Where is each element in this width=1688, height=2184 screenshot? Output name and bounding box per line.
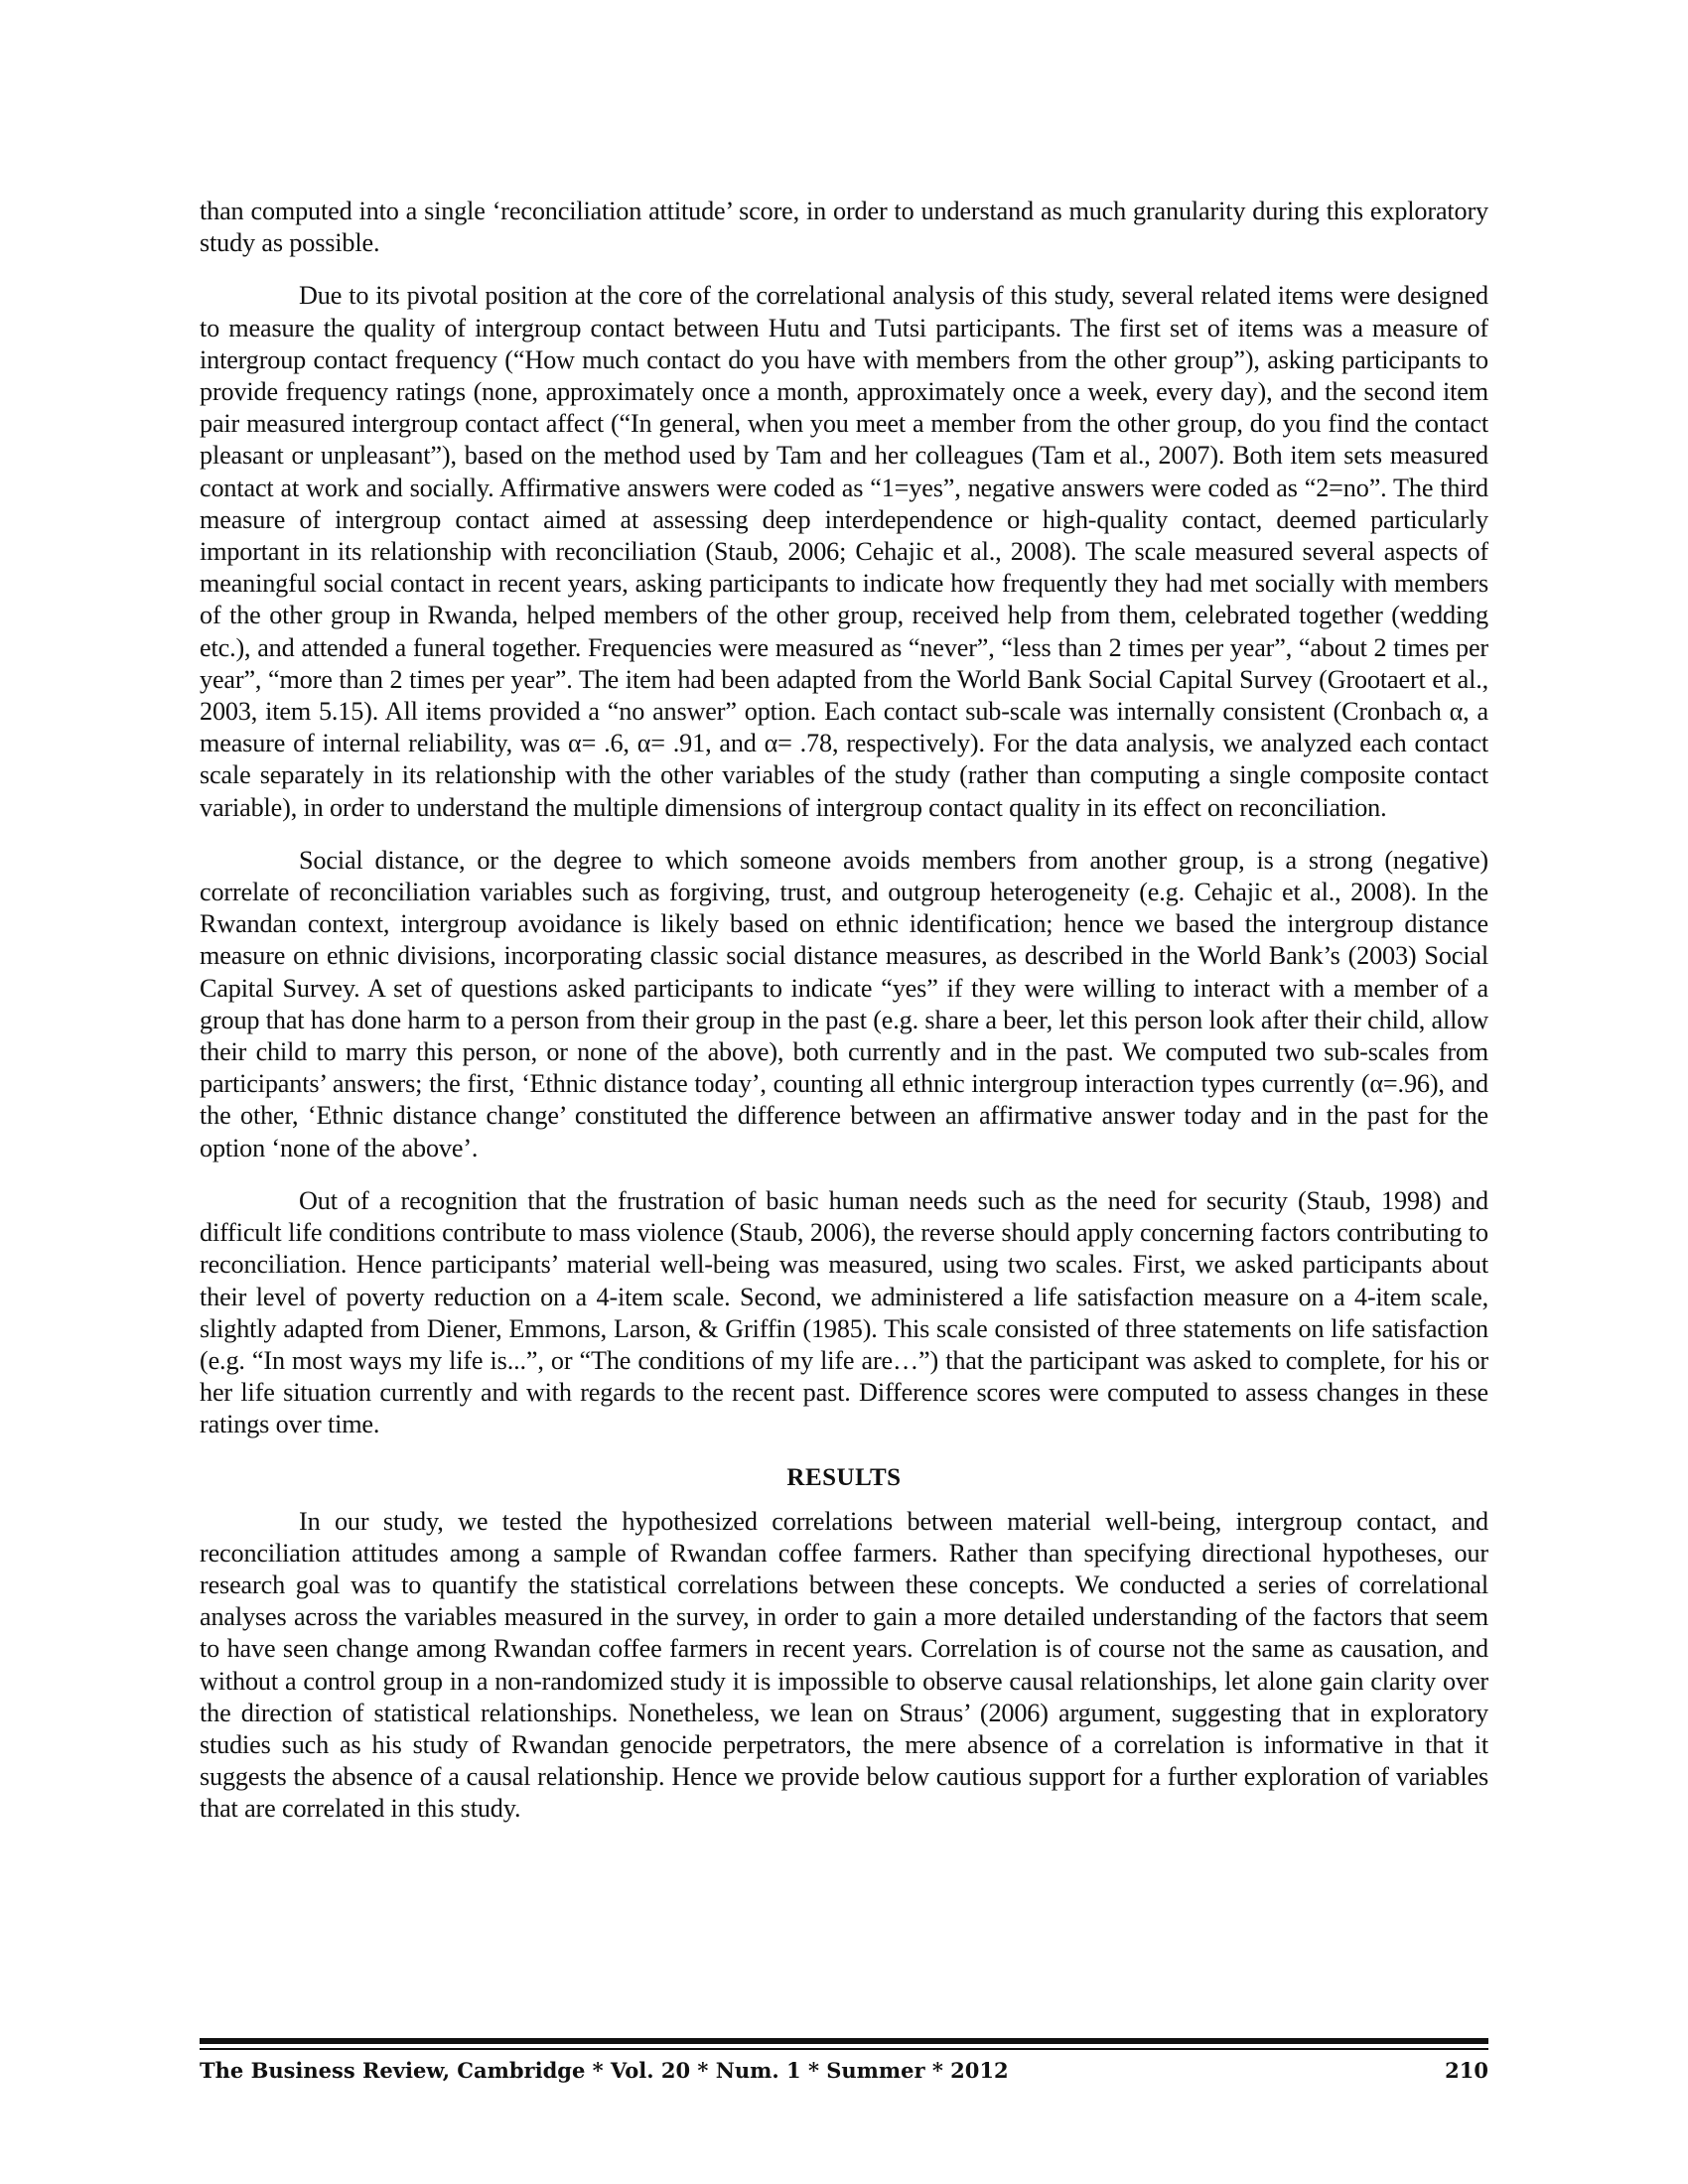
page-body [200, 196, 1488, 1846]
paragraph-material-wellbeing: Out of a recognition that the frustration of basic human needs such as the need for security (Staub, 1998) and difficult life conditions contribute to mass violence (Staub, 2006), the reverse should apply concerning factors contributing to reconciliation. Hence participants’ material well-being was measured, using two scales. First, we asked participants about their level of poverty reduction on a 4-item scale. Second, we administered a life satisfaction measure on a 4-item scale, slightly adapted from Diener, Emmons, Larson, & Griffin (1985). This scale consisted of three statements on life satisfaction (e.g. “In most ways my life is...”, or “The conditions of my life are…”) that the participant was asked to complete, for his or her life situation currently and with regards to the recent past. Difference scores were computed to assess changes in these ratings over time. [200, 1185, 1488, 1439]
section-heading-results: RESULTS [786, 1463, 902, 1491]
paragraph-intergroup-contact: Due to its pivotal position at the core of the correlational analysis of this study, several related items were designed to measure the quality of intergroup contact between Hutu and Tutsi participants. The first set of items was a measure of intergroup contact frequency (“How much contact do you have with members from the other group”), asking participants to provide frequency ratings (none, approximately once a month, approximately once a week, every day), and the second item pair measured intergroup contact affect (“In general, when you meet a member from the other group, do you find the contact pleasant or unpleasant”), based on the method used by Tam and her colleagues (Tam et al., 2007). Both item sets measured contact at work and socially. Affirmative answers were coded as “1=yes”, negative answers were coded as “2=no”. The third measure of intergroup contact aimed at assessing deep interdependence or high-quality contact, deemed particularly important in its relationship with reconciliation (Staub, 2006; Cehajic et al., 2008). The scale measured several aspects of meaningful social contact in recent years, asking participants to indicate how frequently they had met socially with members of the other group in Rwanda, helped members of the other group, received help from them, celebrated together (wedding etc.), and attended a funeral together. Frequencies were measured as “never”, “less than 2 times per year”, “about 2 times per year”, “more than 2 times per year”. The item had been adapted from the World Bank Social Capital Survey (Grootaert et al., 2003, item 5.15). All items provided a “no answer” option. Each contact sub-scale was internally consistent (Cronbach α, a measure of internal reliability, was α= .6, α= .91, and α= .78, respectively). For the data analysis, we analyzed each contact scale separately in its relationship with the other variables of the study (rather than computing a single composite contact variable), in order to understand the multiple dimensions of intergroup contact quality in its effect on reconciliation. [200, 281, 1488, 822]
footer-rule-thin [200, 2048, 1488, 2050]
paragraph-results: In our study, we tested the hypothesized correlations between material well-being, intergroup contact, and reconciliation attitudes among a sample of Rwandan coffee farmers. Rather than specifying directional hypotheses, our research goal was to quantify the statistical correlations between these concepts. We conducted a series of correlational analyses across the variables measured in the survey, in order to gain a more detailed understanding of the factors that seem to have seen change among Rwandan coffee farmers in recent years. Correlation is of course not the same as causation, and without a control group in a non-randomized study it is impossible to observe causal relationships, let alone gain clarity over the direction of statistical relationships. Nonetheless, we lean on Straus’ (2006) argument, suggesting that in exploratory studies such as his study of Rwandan genocide perpetrators, the mere absence of a correlation is informative in that it suggests the absence of a causal relationship. Hence we provide below cautious support for a further exploration of variables that are correlated in this study. [200, 1506, 1488, 1824]
page-footer [200, 2057, 1488, 2085]
paragraph-continuation: than computed into a single ‘reconciliation attitude’ score, in order to understand as much granularity during this exploratory study as possible. [200, 197, 1488, 258]
page-number: 210 [1445, 2058, 1488, 2083]
paragraph-social-distance: Social distance, or the degree to which someone avoids members from another group, is a strong (negative) correlate of reconciliation variables such as forgiving, trust, and outgroup heterogeneity (e.g. Cehajic et al., 2008). In the Rwandan context, intergroup avoidance is likely based on ethnic identification; hence we based the intergroup distance measure on ethnic divisions, incorporating classic social distance measures, as described in the World Bank’s (2003) Social Capital Survey. A set of questions asked participants to indicate “yes” if they were willing to interact with a member of a group that has done harm to a person from their group in the past (e.g. share a beer, let this person look after their child, allow their child to marry this person, or none of the above), both currently and in the past. We computed two sub-scales from participants’ answers; the first, ‘Ethnic distance today’, counting all ethnic intergroup interaction types currently (α=.96), and the other, ‘Ethnic distance change’ constituted the difference between an affirmative answer today and in the past for the option ‘none of the above’. [200, 845, 1488, 1162]
footer-rule-thick [200, 2038, 1488, 2044]
journal-citation: The Business Review, Cambridge * Vol. 20 * Num. 1 * Summer * 2012 [200, 2058, 1009, 2083]
